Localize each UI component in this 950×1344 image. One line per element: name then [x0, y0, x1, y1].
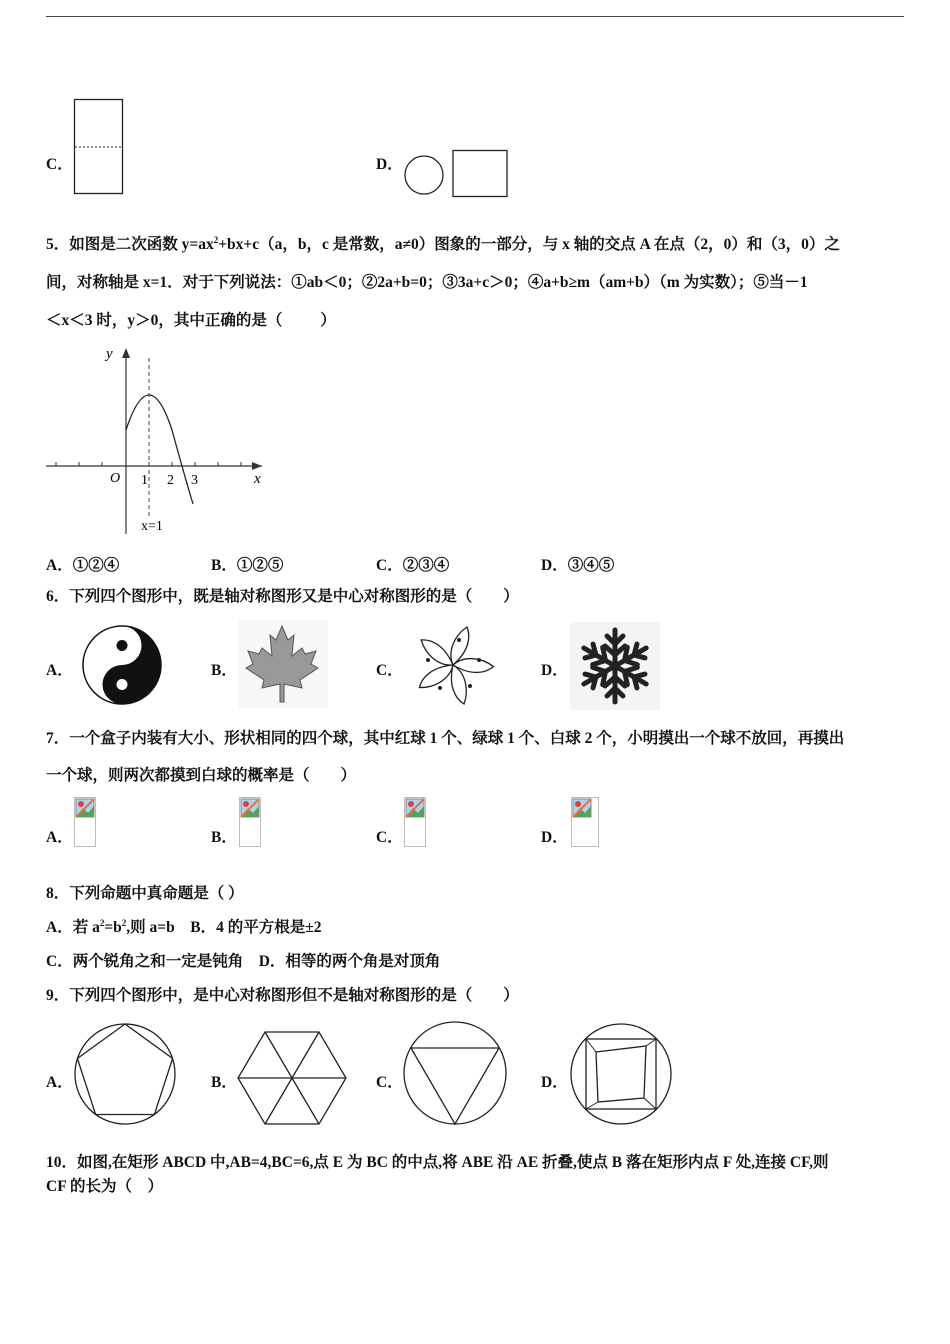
q6-stem: 6．下列四个图形中，既是轴对称图形又是中心对称图形的是（ ）: [46, 588, 519, 605]
q8-stem: 8．下列命题中真命题是（ ）: [46, 885, 244, 902]
q7-stem-line2: 一个球，则两次都摸到白球的概率是（ ）: [46, 767, 357, 784]
q9-stem: 9．下列四个图形中，是中心对称图形但不是轴对称图形的是（ ）: [46, 987, 519, 1004]
q5-option-a: A．①②④: [46, 557, 120, 574]
q5-tick-2: 2: [167, 473, 174, 488]
q10-stem-line2: CF 的长为（ ）: [46, 1178, 163, 1195]
q7-option-b-broken-image-icon: [239, 797, 261, 847]
q7-option-c-broken-image-icon: [404, 797, 426, 847]
q6-option-a-label: A．: [46, 662, 73, 679]
q5-y-label: y: [106, 346, 113, 362]
q9-option-c-label: C．: [376, 1074, 403, 1091]
q7-option-c-label: C．: [376, 829, 403, 846]
q4-option-d-label: D．: [376, 156, 403, 173]
q5-stem-line2: 间，对称轴是 x=1．对于下列说法：①ab＜0；②2a+b=0；③3a+c＞0；④a+b≥m（am+b）（m 为实数）；⑤当－1: [46, 274, 808, 291]
q5-option-c: C．②③④: [376, 557, 450, 574]
q4-option-c-label: C．: [46, 156, 73, 173]
q9-option-b-label: B．: [211, 1074, 237, 1091]
q5-x-label: x: [254, 471, 261, 487]
q6-option-d-label: D．: [541, 662, 568, 679]
q5-stem-line1: 5．如图是二次函数 $y=ax^2+bx+c(a$，b，c 是常数，a≠0）图象的一部分，与 x 轴的交点 A 在点（2，0）和（3，0）之: [46, 234, 840, 253]
q5-origin-label: O: [110, 471, 121, 486]
bauhinia-flower-icon: [404, 620, 502, 710]
snowflake-icon: [570, 622, 660, 710]
q4-option-c-figure: [72, 98, 126, 196]
q8-option-ab: A．若 $a^2=b^2$,则 a=b B．4 的平方根是±2: [46, 917, 322, 936]
q5-stem-line3: ＜x＜3 时，y＞0，其中正确的是（ ）: [46, 312, 336, 329]
yin-yang-icon: [74, 620, 168, 708]
q7-option-b-label: B．: [211, 829, 237, 846]
maple-leaf-icon: [238, 620, 328, 708]
hexagon-figure: [236, 1030, 348, 1126]
q5-tick-3: 3: [191, 473, 198, 488]
q7-stem-line1: 7．一个盒子内装有大小、形状相同的四个球，其中红球 1 个、绿球 1 个、白球 2 个，小明摸出一个球不放回，再摸出: [46, 730, 845, 747]
q9-option-d-label: D．: [541, 1074, 568, 1091]
q9-option-a-label: A．: [46, 1074, 73, 1091]
q7-option-d-label: D．: [541, 829, 568, 846]
q7-option-a-broken-image-icon: [74, 797, 96, 847]
q7-option-a-label: A．: [46, 829, 73, 846]
q7-option-d-broken-image-icon: [571, 797, 599, 847]
q5-axis-label: x=1: [141, 519, 163, 534]
q5-parabola-graph: [44, 344, 266, 536]
q6-option-b-label: B．: [211, 662, 237, 679]
q5-tick-1: 1: [141, 473, 148, 488]
q10-stem-line1: 10．如图,在矩形 ABCD 中,AB=4,BC=6,点 E 为 BC 的中点,将 ABE 沿 AE 折叠,使点 B 落在矩形内点 F 处,连接 CF,则: [46, 1154, 829, 1171]
squares-in-circle-figure: [568, 1022, 674, 1126]
q4-option-d-figure: [402, 148, 512, 200]
q8-option-cd: C．两个锐角之和一定是钝角 D．相等的两个角是对顶角: [46, 953, 441, 970]
q5-option-d: D．③④⑤: [541, 557, 615, 574]
header-rule: [46, 16, 904, 17]
triangle-in-circle-figure: [402, 1020, 508, 1126]
q5-option-b: B．①②⑤: [211, 557, 284, 574]
pentagon-in-circle-figure: [72, 1022, 178, 1126]
q6-option-c-label: C．: [376, 662, 403, 679]
